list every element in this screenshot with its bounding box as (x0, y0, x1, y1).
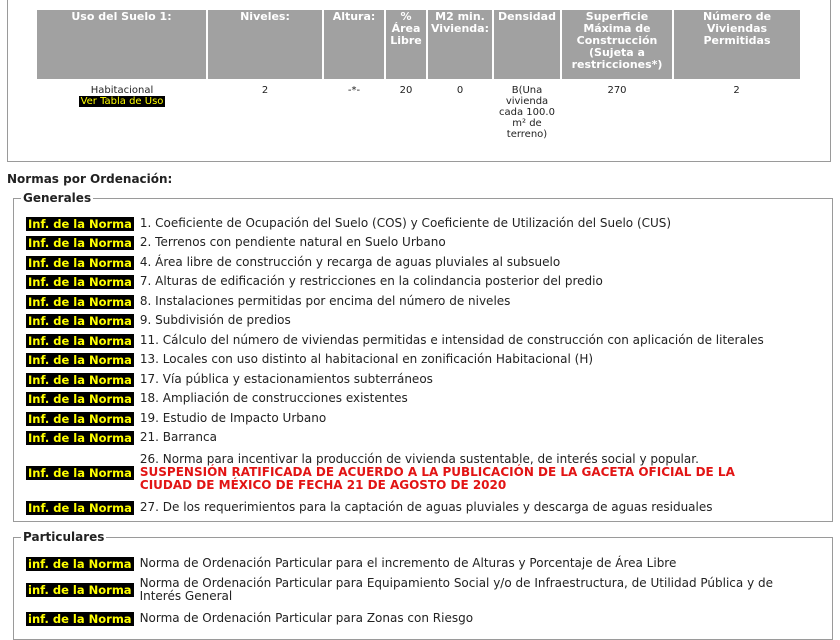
cell-m2-min: 0 (456, 85, 464, 96)
list-item (26, 314, 291, 328)
inf-norma-button[interactable]: Inf. de la Norma (28, 431, 132, 445)
header-m2-min: M2 min. Vivienda: (427, 10, 493, 79)
inf-norma-button[interactable]: Inf. de la Norma (28, 412, 132, 426)
header-densidad: Densidad (493, 10, 561, 79)
uso-value: Habitacional (90, 85, 154, 96)
generales-legend: Generales (23, 191, 92, 205)
list-item (26, 392, 408, 406)
norma-text: 7. Alturas de edificación y restricciones en la colindancia posterior del predio (139, 274, 603, 288)
header-niveles: Niveles: (207, 10, 323, 79)
norma-text: 17. Vía pública y estacionamientos subterráneos (139, 372, 433, 386)
norma-text: 11. Cálculo del número de viviendas permitidas e intensidad de construcción con aplicación de literales (139, 333, 764, 347)
cell-viviendas: 2 (733, 85, 740, 96)
list-item (26, 236, 446, 250)
norma-text: 13. Locales con uso distinto al habitacional en zonificación Habitacional (H) (139, 352, 594, 366)
inf-norma-button[interactable]: Inf. de la Norma (28, 465, 132, 480)
norma-text: 18. Ampliación de construcciones existentes (139, 391, 408, 405)
norma-27-text: 27. De los requerimientos para la captación de aguas pluviales y descarga de aguas residuales (139, 500, 713, 514)
list-item (26, 577, 790, 603)
inf-norma-button[interactable]: Inf. de la Norma (28, 501, 132, 515)
header-viviendas: Número de Viviendas Permitidas (673, 10, 800, 79)
uso-suelo-header-row (37, 10, 800, 79)
inf-norma-button[interactable]: Inf. de la Norma (28, 314, 132, 328)
norma-text: 1. Coeficiente de Ocupación del Suelo (COS) y Coeficiente de Utilización del Suelo (CUS) (139, 216, 672, 230)
norma-particular-text: Norma de Ordenación Particular para Zonas con Riesgo (139, 611, 474, 625)
list-item (26, 256, 560, 270)
norma-text: 9. Subdivisión de predios (139, 313, 291, 327)
inf-norma-button[interactable]: Inf. de la Norma (28, 392, 132, 406)
cell-altura: -*- (347, 85, 361, 96)
list-item-norma-27 (26, 501, 713, 515)
uso-suelo-table (37, 10, 800, 140)
inf-norma-button[interactable]: Inf. de la Norma (28, 334, 132, 348)
norma-text: 21. Barranca (139, 430, 217, 444)
list-item (26, 431, 217, 445)
inf-norma-button[interactable]: Inf. de la Norma (28, 295, 132, 309)
inf-norma-button[interactable]: inf. de la Norma (28, 612, 132, 626)
particulares-legend: Particulares (23, 530, 105, 544)
header-altura: Altura: (323, 10, 385, 79)
table-row (37, 79, 800, 140)
list-item (26, 353, 593, 367)
list-item (26, 217, 671, 231)
header-area-libre: % Área Libre (385, 10, 427, 79)
list-item (26, 412, 326, 426)
cell-uso (37, 79, 207, 140)
list-item (26, 612, 473, 626)
list-item (26, 295, 510, 309)
inf-norma-button[interactable]: Inf. de la Norma (28, 217, 132, 231)
norma-text: 2. Terrenos con pendiente natural en Suelo Urbano (139, 235, 446, 249)
header-uso: Uso del Suelo 1: (37, 10, 207, 79)
norma-text: 8. Instalaciones permitidas por encima del número de niveles (139, 294, 511, 308)
inf-norma-button[interactable]: Inf. de la Norma (28, 236, 132, 250)
list-item (26, 275, 603, 289)
normas-title: Normas por Ordenación: (7, 172, 173, 186)
norma-text: 19. Estudio de Impacto Urbano (139, 411, 327, 425)
norma-particular-text: Norma de Ordenación Particular para Equipamiento Social y/o de Infraestructura, de Utilidad Pública y de Interés General (139, 576, 773, 603)
ver-tabla-uso-link[interactable]: Ver Tabla de Uso (80, 96, 164, 107)
list-item (26, 334, 764, 348)
norma-26-title: 26. Norma para incentivar la producción de vivienda sustentable, de interés social y popular. (139, 452, 699, 466)
header-superficie: Superficie Máxima de Construcción (Sujeta a restricciones*) (561, 10, 673, 79)
norma-26-text (140, 453, 790, 492)
inf-norma-button[interactable]: Inf. de la Norma (28, 256, 132, 270)
inf-norma-button[interactable]: Inf. de la Norma (28, 353, 132, 367)
inf-norma-button[interactable]: inf. de la Norma (28, 557, 132, 571)
cell-area-libre: 20 (399, 85, 413, 96)
norma-particular-text: Norma de Ordenación Particular para el incremento de Alturas y Porcentaje de Área Libre (139, 556, 677, 570)
list-item-norma-26 (26, 453, 790, 492)
list-item (26, 373, 433, 387)
inf-norma-button[interactable]: inf. de la Norma (28, 583, 132, 597)
norma-26-warning: SUSPENSIÓN RATIFICADA DE ACUERDO A LA PUBLICACIÓN DE LA GACETA OFICIAL DE LA CIUDAD DE MÉXICO DE FECHA 21 DE AGOSTO DE 2020 (139, 465, 735, 492)
cell-niveles: 2 (261, 85, 269, 96)
cell-densidad: B(Una vivienda cada 100.0 m² de terreno) (499, 85, 555, 140)
inf-norma-button[interactable]: Inf. de la Norma (28, 373, 132, 387)
inf-norma-button[interactable]: Inf. de la Norma (28, 275, 132, 289)
list-item (26, 557, 676, 571)
norma-text: 4. Área libre de construcción y recarga de aguas pluviales al subsuelo (139, 255, 561, 269)
cell-superficie: 270 (607, 85, 627, 96)
